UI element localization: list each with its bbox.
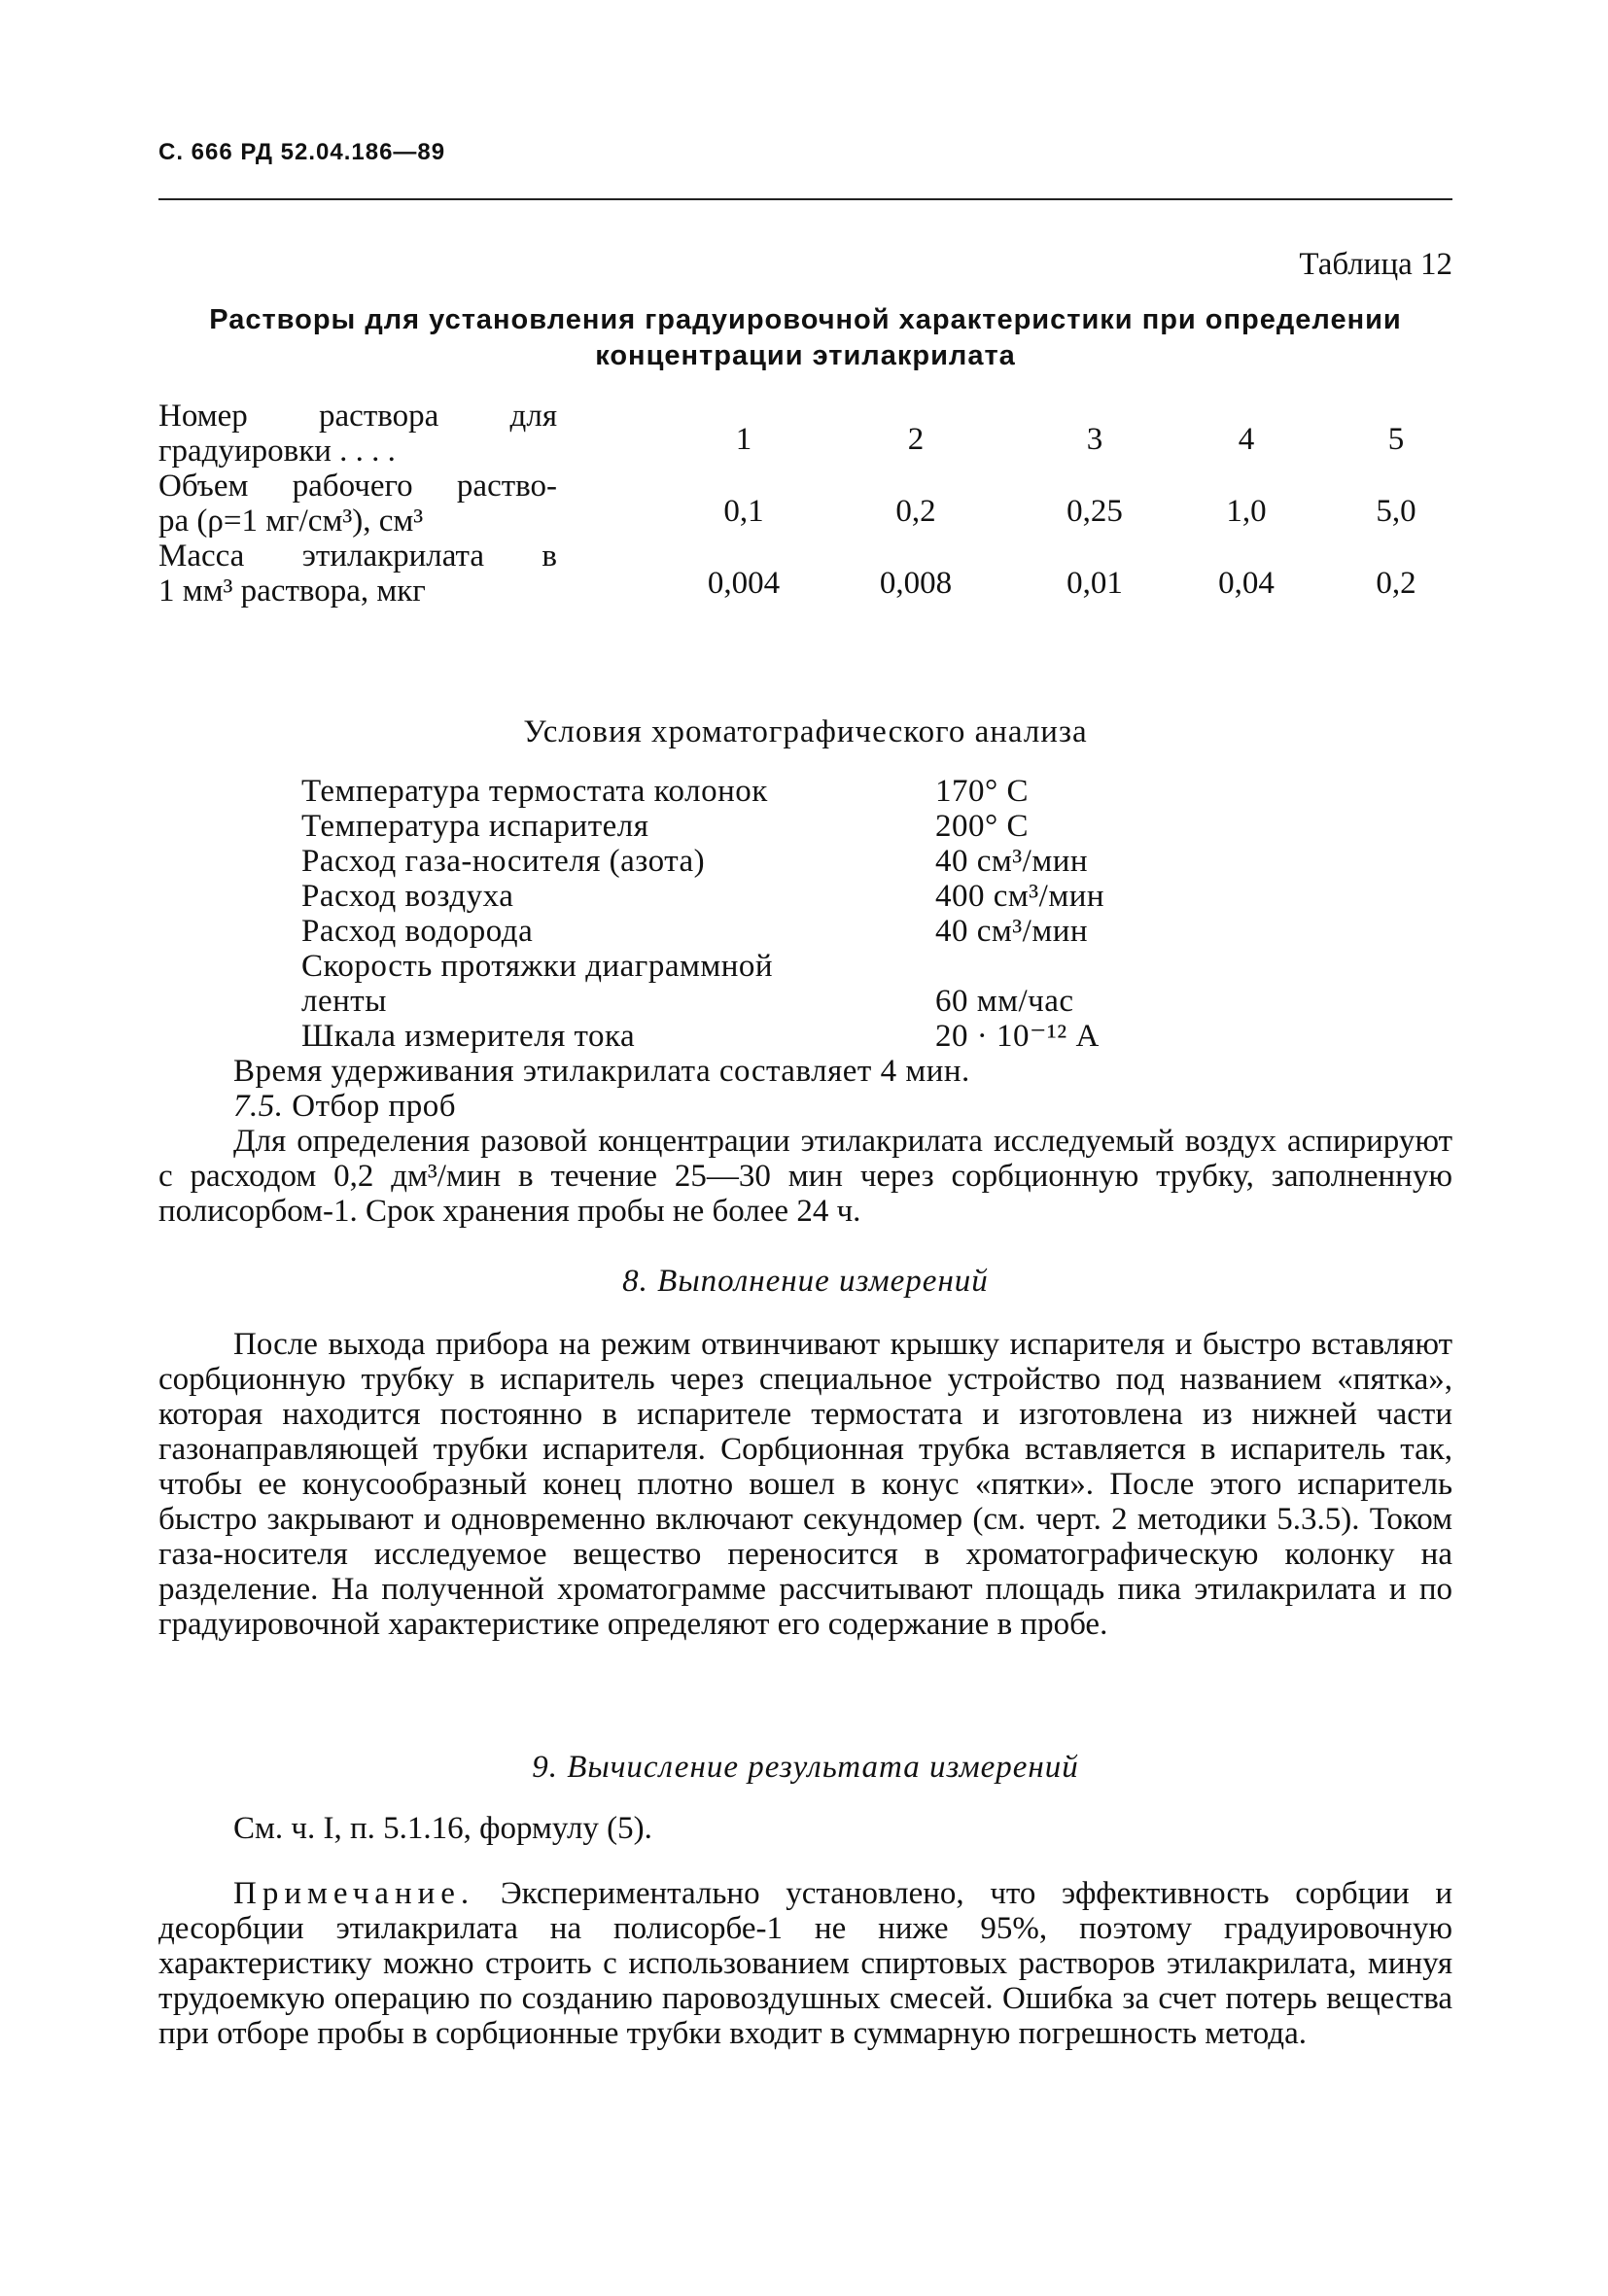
row-label-line1: Масса этилакрилата в — [158, 539, 557, 574]
table-title — [158, 302, 1452, 374]
condition-value: 170° С — [935, 774, 1029, 809]
table-title-line1: Растворы для установления градуировочной характеристики при определении — [209, 304, 1402, 335]
section-9-title: 9. Вычисление результата измерений — [532, 1750, 1079, 1785]
row-label-line2: ра (ρ=1 мг/см³), см³ — [158, 504, 424, 539]
table-cell: 0,25 — [1066, 494, 1123, 529]
conditions-title: Условия хроматографического анализа — [523, 714, 1088, 749]
sampling-paragraph: Для определения разовой концентрации этилакрилата исследуемый воздух аспирируют с расходом 0,2 дм³/мин в течение 25—30 мин через сорбционную трубку, заполненную полисорбом-1. Срок хранения пробы не более 24 ч. — [158, 1124, 1452, 1229]
sampling-heading-number: 7.5. — [233, 1089, 284, 1124]
table-cell: 4 — [1238, 422, 1255, 457]
note-text: Экспериментально установлено, что эффективность сорбции и десорбции этилакрилата на полисорбе-1 не ниже 95%, поэтому градуировочную характеристику можно строить с использованием спиртовых растворов этилакрилата, минуя трудоемкую операцию по созданию паровоздушных смесей. Ошибка за счет потерь вещества при отборе пробы в сорбционные трубки входит в суммарную погрешность метода. — [158, 1876, 1452, 2051]
table-cell: 0,1 — [723, 494, 764, 529]
condition-label: ленты — [301, 984, 387, 1019]
row-label-line1: Объем рабочего раство- — [158, 469, 557, 504]
table-row-label — [158, 539, 557, 609]
table-cell: 0,04 — [1218, 566, 1275, 601]
condition-value: 40 см³/мин — [935, 914, 1089, 949]
section-8-paragraph: После выхода прибора на режим отвинчивают крышку испарителя и быстро вставляют сорбционную трубку в испаритель через специальное устройство под названием «пятка», которая находится постоянно в испарителе термостата и изготовлена из нижней части газонаправляющей трубки испарителя. Сорбционная трубка вставляется в испаритель так, чтобы ее конусообразный конец плотно вошел в конус «пятки». После этого испаритель быстро закрывают и одновременно включают секундомер (см. черт. 2 методики 5.3.5). Током газа-носителя исследуемое вещество переносится в хроматографическую колонку на разделение. На полученной хроматограмме рассчитывают площадь пика этилакрилата и по градуировочной характеристике определяют его содержание в пробе. — [158, 1327, 1452, 1642]
table-title-line2: концентрации этилакрилата — [595, 340, 1016, 371]
table-cell: 0,004 — [707, 566, 781, 601]
table-row-label — [158, 399, 557, 469]
table-cell: 0,2 — [895, 494, 936, 529]
condition-value: 20 · 10⁻¹² А — [935, 1019, 1100, 1054]
condition-label: Скорость протяжки диаграммной — [301, 949, 774, 984]
table-cell: 5,0 — [1376, 494, 1416, 529]
condition-value: 400 см³/мин — [935, 879, 1105, 914]
condition-label: Расход водорода — [301, 914, 534, 949]
table-cell: 1 — [735, 422, 752, 457]
condition-value: 200° С — [935, 809, 1029, 844]
sampling-heading-text: Отбор проб — [292, 1089, 456, 1124]
condition-label: Температура термостата колонок — [301, 774, 768, 809]
condition-label: Расход газа-носителя (азота) — [301, 844, 706, 879]
condition-label: Расход воздуха — [301, 879, 514, 914]
table-row-label — [158, 469, 557, 539]
table-label: Таблица 12 — [1299, 247, 1452, 282]
table-cell: 1,0 — [1226, 494, 1267, 529]
sampling-heading — [233, 1089, 456, 1124]
table-cell: 0,2 — [1376, 566, 1416, 601]
condition-value: 60 мм/час — [935, 984, 1074, 1019]
table-cell: 0,008 — [879, 566, 953, 601]
table-cell: 3 — [1086, 422, 1103, 457]
condition-label: Температура испарителя — [301, 809, 649, 844]
row-label-line2: градуировки . . . . — [158, 434, 396, 469]
table-cell: 0,01 — [1066, 566, 1123, 601]
row-label-line2: 1 мм³ раствора, мкг — [158, 574, 426, 609]
condition-value: 40 см³/мин — [935, 844, 1089, 879]
section-9-paragraph: См. ч. I, п. 5.1.16, формулу (5). — [233, 1811, 652, 1846]
note-paragraph — [158, 1876, 1452, 2051]
note-label: Примечание. — [233, 1876, 475, 1911]
condition-label: Шкала измерителя тока — [301, 1019, 636, 1054]
table-cell: 2 — [907, 422, 925, 457]
row-label-line1: Номер раствора для — [158, 399, 557, 434]
header-rule — [158, 198, 1452, 200]
section-8-title: 8. Выполнение измерений — [622, 1264, 989, 1299]
page-header: С. 666 РД 52.04.186—89 — [158, 139, 446, 165]
retention-text: Время удерживания этилакрилата составляет 4 мин. — [233, 1054, 970, 1089]
table-cell: 5 — [1387, 422, 1405, 457]
